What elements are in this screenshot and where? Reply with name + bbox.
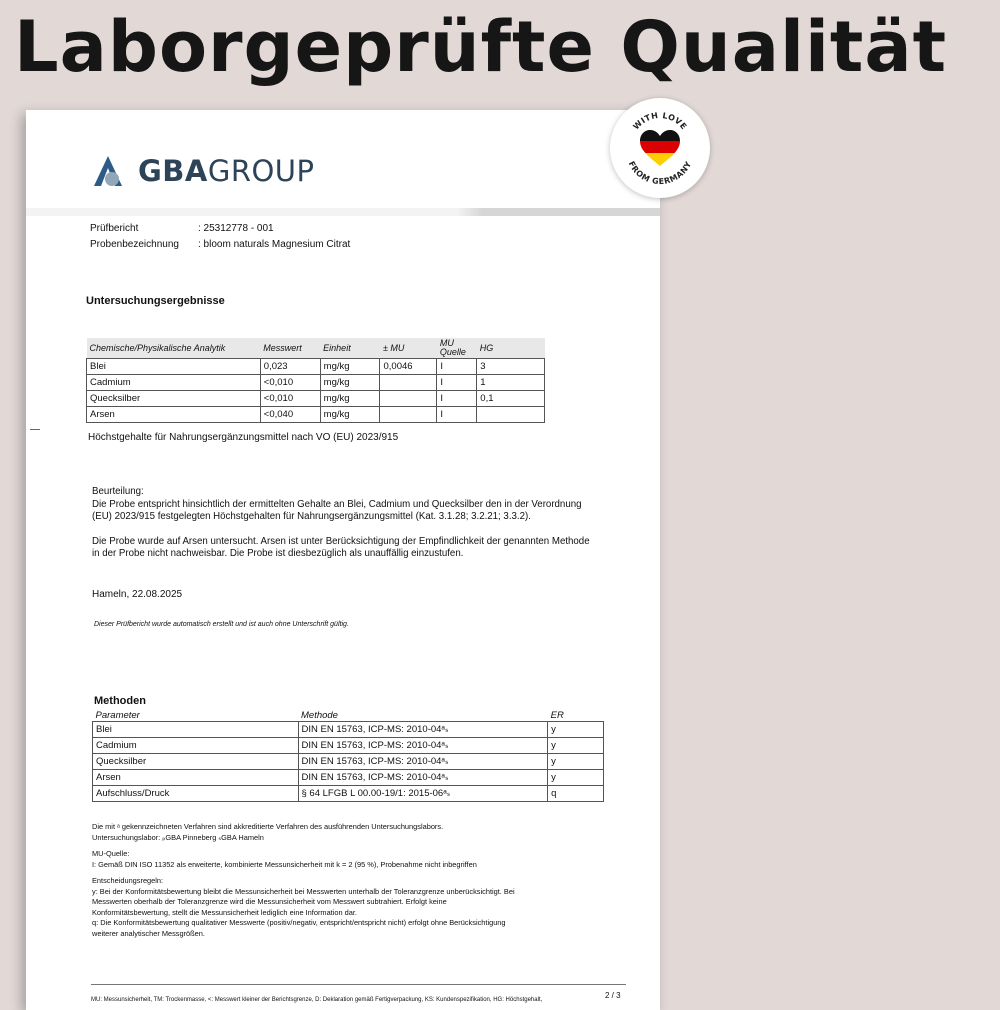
table-row xyxy=(87,375,545,391)
cell: mg/kg xyxy=(320,375,380,391)
notes-block xyxy=(92,822,515,939)
cell: y xyxy=(548,770,604,786)
svg-text:WITH LOVE xyxy=(632,111,689,132)
mu-label: MU-Quelle: xyxy=(92,849,130,858)
logo-text-bold: GBA xyxy=(138,154,208,188)
rules-line: q: Die Konformitätsbewertung qualitativer Messwerte (positiv/negativ, entspricht/entspricht nicht) erfolgt ohne Berücksichtigung xyxy=(92,918,506,927)
cell xyxy=(477,407,545,423)
cell: mg/kg xyxy=(320,391,380,407)
cell xyxy=(380,407,437,423)
rules-line: Messwerten oberhalb der Toleranzgrenze wird die Messunsicherheit vom Messwert subtrahiert. Erfolgt keine xyxy=(92,897,447,906)
methods-header: ER xyxy=(548,709,604,722)
assessment-block xyxy=(92,486,590,561)
rules-line: weiterer analytischer Messgrößen. xyxy=(92,928,205,938)
cell: Quecksilber xyxy=(87,391,261,407)
badge-graphic xyxy=(610,98,710,198)
rules-line: Konformitätsbewertung, stellt die Messunsicherheit lediglich eine Information dar. xyxy=(92,907,357,917)
badge-text-bottom: FROM GERMANY xyxy=(626,159,694,187)
cell xyxy=(380,391,437,407)
heart-germany-flag-icon xyxy=(638,128,682,168)
cell: DIN EN 15763, ICP-MS: 2010-04ᵃₛ xyxy=(298,770,548,786)
cell: y xyxy=(548,754,604,770)
gba-group-logo xyxy=(92,152,315,190)
table-row xyxy=(93,722,604,738)
page-number: 2 / 3 xyxy=(605,991,621,1000)
document-footer xyxy=(91,984,626,1006)
results-header: MU Quelle xyxy=(437,338,477,359)
methods-header: Parameter xyxy=(93,709,299,722)
table-row xyxy=(87,391,545,407)
assessment-line: (EU) 2023/915 festgelegten Höchstgehalten für Nahrungsergänzungsmittel (Kat. 3.1.28; 3.2.21; 3.3.2). xyxy=(92,511,531,522)
gba-triangle-logo-icon xyxy=(92,154,132,188)
margin-mark xyxy=(30,429,40,430)
badge-text-top: WITH LOVE xyxy=(631,110,689,132)
table-row xyxy=(93,738,604,754)
header-band xyxy=(26,208,660,216)
methods-title: Methoden xyxy=(94,695,146,707)
cell: I xyxy=(437,359,477,375)
results-header: Chemische/Physikalische Analytik xyxy=(87,338,261,359)
cell: I xyxy=(437,391,477,407)
methods-table xyxy=(92,709,604,802)
cell: 1 xyxy=(477,375,545,391)
table-row xyxy=(93,754,604,770)
cell: DIN EN 15763, ICP-MS: 2010-04ᵃₛ xyxy=(298,722,548,738)
cell: DIN EN 15763, ICP-MS: 2010-04ᵃₛ xyxy=(298,738,548,754)
probe-label: Probenbezeichnung xyxy=(90,239,179,250)
cell: q xyxy=(548,786,604,802)
methods-header: Methode xyxy=(298,709,548,722)
cell: <0,010 xyxy=(260,375,320,391)
assessment-line: Die Probe wurde auf Arsen untersucht. Arsen ist unter Berücksichtigung der Empfindlichkeit der genannten Methode xyxy=(92,535,590,547)
cell: I xyxy=(437,407,477,423)
page-headline: Laborgeprüfte Qualität xyxy=(14,6,948,88)
labs-note: Untersuchungslabor: ₚGBA Pinneberg ₛGBA Hameln xyxy=(92,832,264,842)
table-row xyxy=(93,770,604,786)
cell: Arsen xyxy=(87,407,261,423)
made-in-germany-badge xyxy=(610,98,710,198)
cell: DIN EN 15763, ICP-MS: 2010-04ᵃₛ xyxy=(298,754,548,770)
results-header: Messwert xyxy=(260,338,320,359)
cell: § 64 LFGB L 00.00-19/1: 2015-06ᵃₛ xyxy=(298,786,548,802)
assessment-line: in der Probe nicht nachweisbar. Die Probe ist diesbezüglich als unauffällig einzustufen. xyxy=(92,548,464,559)
methods-header-row xyxy=(93,709,604,722)
probe-value: : bloom naturals Magnesium Citrat xyxy=(198,239,351,250)
footer-abbreviations: MU: Messunsicherheit, TM: Trockenmasse, <: Messwert kleiner der Berichtsgrenze, D: Deklaration gemäß Fertigverpackung, KS: Kundenspezifikation, HG: Höchstgehalt, xyxy=(91,997,543,1003)
cell xyxy=(380,375,437,391)
pruefbericht-value: : 25312778 - 001 xyxy=(198,223,274,234)
cell: Aufschluss/Druck xyxy=(93,786,299,802)
cell: 0,1 xyxy=(477,391,545,407)
logo-text-rest: GROUP xyxy=(207,154,315,188)
results-header-row xyxy=(87,338,545,359)
cell: 3 xyxy=(477,359,545,375)
cell: 0,023 xyxy=(260,359,320,375)
cell: Quecksilber xyxy=(93,754,299,770)
cell: y xyxy=(548,738,604,754)
cell: mg/kg xyxy=(320,359,380,375)
cell: Blei xyxy=(87,359,261,375)
rules-line: y: Bei der Konformitätsbewertung bleibt die Messunsicherheit bei Messwerten unterhalb der Toleranzgrenze unberücksichtigt. Bei xyxy=(92,886,515,896)
accredited-note: Die mit ᵃ gekennzeichneten Verfahren sind akkreditierte Verfahren des ausführenden Untersuchungslabors. xyxy=(92,822,444,831)
cell: 0,0046 xyxy=(380,359,437,375)
cell: <0,040 xyxy=(260,407,320,423)
table-row xyxy=(87,407,545,423)
results-title: Untersuchungsergebnisse xyxy=(86,295,225,307)
auto-note: Dieser Prüfbericht wurde automatisch erstellt und ist auch ohne Unterschrift gültig. xyxy=(94,621,349,628)
cell: mg/kg xyxy=(320,407,380,423)
table-row xyxy=(87,359,545,375)
results-header: ± MU xyxy=(380,338,437,359)
place-date: Hameln, 22.08.2025 xyxy=(92,589,183,600)
pruefbericht-label: Prüfbericht xyxy=(90,223,139,234)
results-header: HG xyxy=(477,338,545,359)
cell: I xyxy=(437,375,477,391)
cell: Cadmium xyxy=(87,375,261,391)
cell: Arsen xyxy=(93,770,299,786)
cell: y xyxy=(548,722,604,738)
cell: <0,010 xyxy=(260,391,320,407)
cell: Cadmium xyxy=(93,738,299,754)
results-header: Einheit xyxy=(320,338,380,359)
mu-text: I: Gemäß DIN ISO 11352 als erweiterte, kombinierte Messunsicherheit mit k = 2 (95 %), Probenahme nicht inbegriffen xyxy=(92,859,477,869)
results-note: Höchstgehalte für Nahrungsergänzungsmittel nach VO (EU) 2023/915 xyxy=(88,432,399,443)
cell: Blei xyxy=(93,722,299,738)
assessment-label: Beurteilung: xyxy=(92,486,144,497)
assessment-line: Die Probe entspricht hinsichtlich der ermittelten Gehalte an Blei, Cadmium und Quecksilber den in der Verordnung xyxy=(92,498,582,510)
rules-label: Entscheidungsregeln: xyxy=(92,876,164,885)
table-row xyxy=(93,786,604,802)
test-report-document xyxy=(26,110,660,1010)
results-table xyxy=(86,338,545,423)
